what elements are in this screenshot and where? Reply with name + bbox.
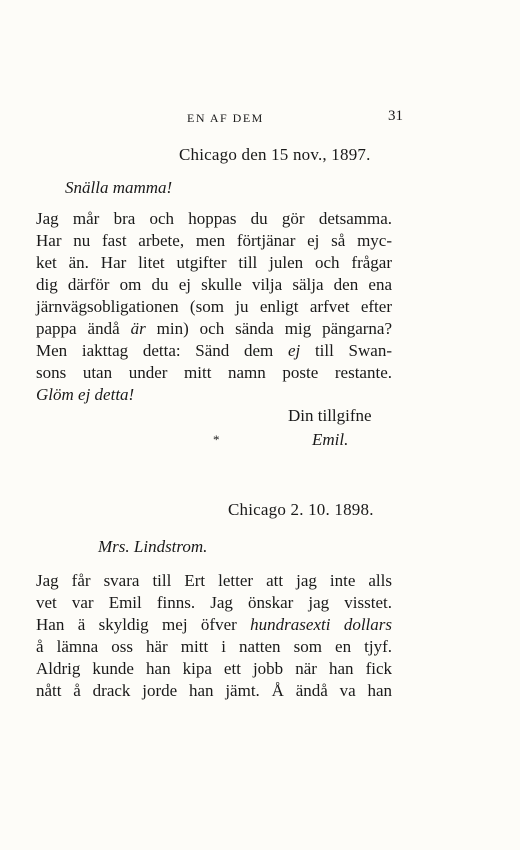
letter1-dateline: Chicago den 15 nov., 1897.	[179, 145, 371, 164]
letter2-line: nått å drack jorde han jämt. Å ändå va han	[36, 681, 392, 700]
letter1-line: järnvägsobligationen (som ju enligt arfvet efter	[36, 297, 392, 316]
letter2-salutation: Mrs. Lindstrom.	[98, 537, 208, 556]
letter1-line: Jag mår bra och hoppas du gör detsamma.	[36, 209, 392, 228]
text-run: min) och sända mig pängarna?	[145, 319, 393, 338]
letter2-line: vet var Emil finns. Jag önskar jag visstet.	[36, 593, 392, 612]
letter2-line	[36, 614, 392, 636]
section-separator: *	[213, 432, 220, 447]
letter1-line: sons utan under mitt namn poste restante.	[36, 363, 392, 382]
letter2-body	[36, 570, 392, 702]
letter1-line: ket än. Har litet utgifter till julen och frågar	[36, 253, 392, 272]
text-run: Men iakttag detta: Sänd dem	[36, 341, 288, 360]
letter2-line: å lämna oss här mitt i natten som en tjyf.	[36, 637, 392, 656]
letter1-line	[36, 318, 392, 340]
letter1-line	[36, 340, 392, 362]
emphasis-text: hundrasexti dollars	[250, 615, 392, 634]
letter1-signoff: Din tillgifne	[288, 406, 372, 425]
letter2-line: Aldrig kunde han kipa ett jobb när han fick	[36, 659, 392, 678]
emphasis-text: är	[130, 319, 146, 338]
letter1-line: dig därför om du ej skulle vilja sälja den ena	[36, 275, 392, 294]
letter1-line: Har nu fast arbete, men förtjänar ej så myc-	[36, 231, 392, 250]
emphasis-text: ej	[287, 341, 301, 360]
running-head: EN AF DEM	[187, 111, 264, 125]
text-run: pappa ändå	[36, 319, 131, 338]
letter1-postscript: Glöm ej detta!	[36, 385, 135, 404]
letter2-line: Jag får svara till Ert letter att jag inte alls	[36, 571, 392, 590]
page-number: 31	[388, 108, 403, 124]
letter2-dateline: Chicago 2. 10. 1898.	[228, 500, 374, 519]
letter1-salutation: Snälla mamma!	[65, 178, 173, 197]
letter1-body	[36, 208, 392, 406]
text-run: till Swan-	[300, 341, 392, 360]
text-run: Han ä skyldig mej öfver	[36, 615, 251, 634]
letter1-signature: Emil.	[312, 430, 349, 449]
